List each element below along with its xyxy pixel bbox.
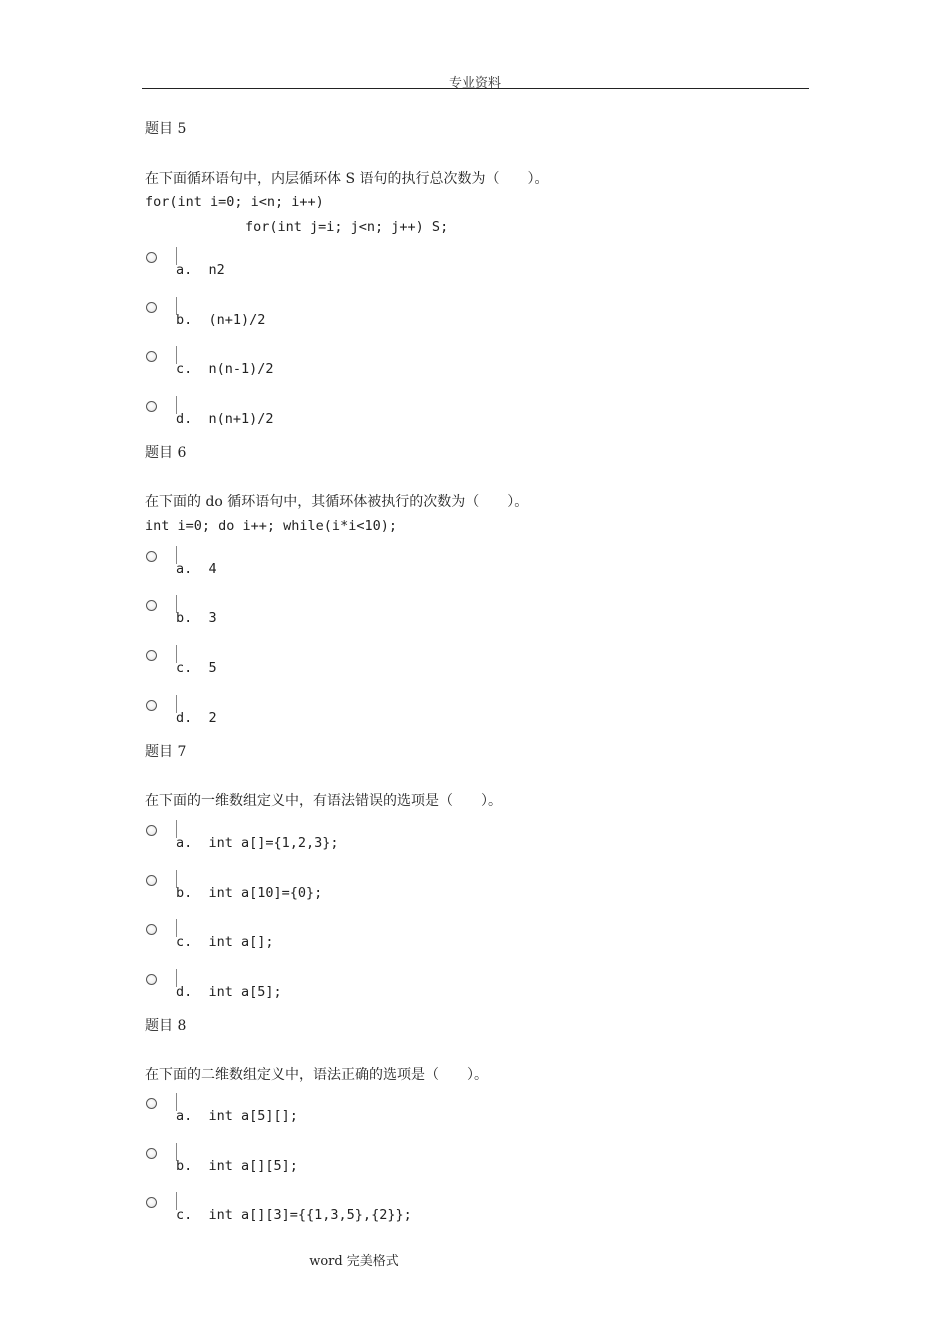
question-stem-8: 在下面的二维数组定义中，语法正确的选项是（ ）。: [145, 1067, 488, 1083]
page-footer: word 完美格式: [309, 1254, 399, 1269]
question-stem-5: 在下面循环语句中，内层循环体 S 语句的执行总次数为（ ）。: [145, 171, 549, 187]
code-line: int i=0; do i++; while(i*i<10);: [145, 518, 397, 534]
option-label-8a[interactable]: a. int a[5][];: [176, 1108, 298, 1124]
question-title-6: 题目 6: [145, 445, 187, 461]
option-label-7a[interactable]: a. int a[]={1,2,3};: [176, 835, 339, 851]
option-label-6d[interactable]: d. 2: [176, 710, 217, 726]
radio-option-6d[interactable]: [146, 700, 157, 711]
option-label-6b[interactable]: b. 3: [176, 610, 217, 626]
header-rule: [142, 88, 809, 89]
option-label-6c[interactable]: c. 5: [176, 660, 217, 676]
option-label-5b[interactable]: b. (n+1)/2: [176, 312, 266, 328]
question-title-5: 题目 5: [145, 121, 187, 137]
option-label-5c[interactable]: c. n(n-1)/2: [176, 361, 274, 377]
radio-option-6c[interactable]: [146, 650, 157, 661]
question-stem-7: 在下面的一维数组定义中，有语法错误的选项是（ ）。: [145, 793, 502, 809]
radio-option-8b[interactable]: [146, 1148, 157, 1159]
question-title-8: 题目 8: [145, 1018, 187, 1034]
option-label-8b[interactable]: b. int a[][5];: [176, 1158, 298, 1174]
option-label-8c[interactable]: c. int a[][3]={{1,3,5},{2}};: [176, 1207, 412, 1223]
page-header: 专业资料: [448, 76, 501, 91]
radio-option-5b[interactable]: [146, 302, 157, 313]
radio-option-8c[interactable]: [146, 1197, 157, 1208]
question-stem-6: 在下面的 do 循环语句中，其循环体被执行的次数为（ ）。: [145, 494, 529, 510]
code-line: for(int i=0; i<n; i++): [145, 194, 324, 210]
question-title-7: 题目 7: [145, 744, 187, 760]
radio-option-8a[interactable]: [146, 1098, 157, 1109]
option-label-6a[interactable]: a. 4: [176, 561, 217, 577]
radio-option-5a[interactable]: [146, 252, 157, 263]
radio-option-7c[interactable]: [146, 924, 157, 935]
option-label-7c[interactable]: c. int a[];: [176, 934, 274, 950]
radio-option-7b[interactable]: [146, 875, 157, 886]
option-label-5d[interactable]: d. n(n+1)/2: [176, 411, 274, 427]
radio-option-7a[interactable]: [146, 825, 157, 836]
radio-option-6b[interactable]: [146, 600, 157, 611]
option-label-7d[interactable]: d. int a[5];: [176, 984, 282, 1000]
option-label-7b[interactable]: b. int a[10]={0};: [176, 885, 323, 901]
code-line: for(int j=i; j<n; j++) S;: [245, 219, 449, 235]
radio-option-7d[interactable]: [146, 974, 157, 985]
radio-option-6a[interactable]: [146, 551, 157, 562]
radio-option-5d[interactable]: [146, 401, 157, 412]
radio-option-5c[interactable]: [146, 351, 157, 362]
option-label-5a[interactable]: a. n2: [176, 262, 225, 278]
